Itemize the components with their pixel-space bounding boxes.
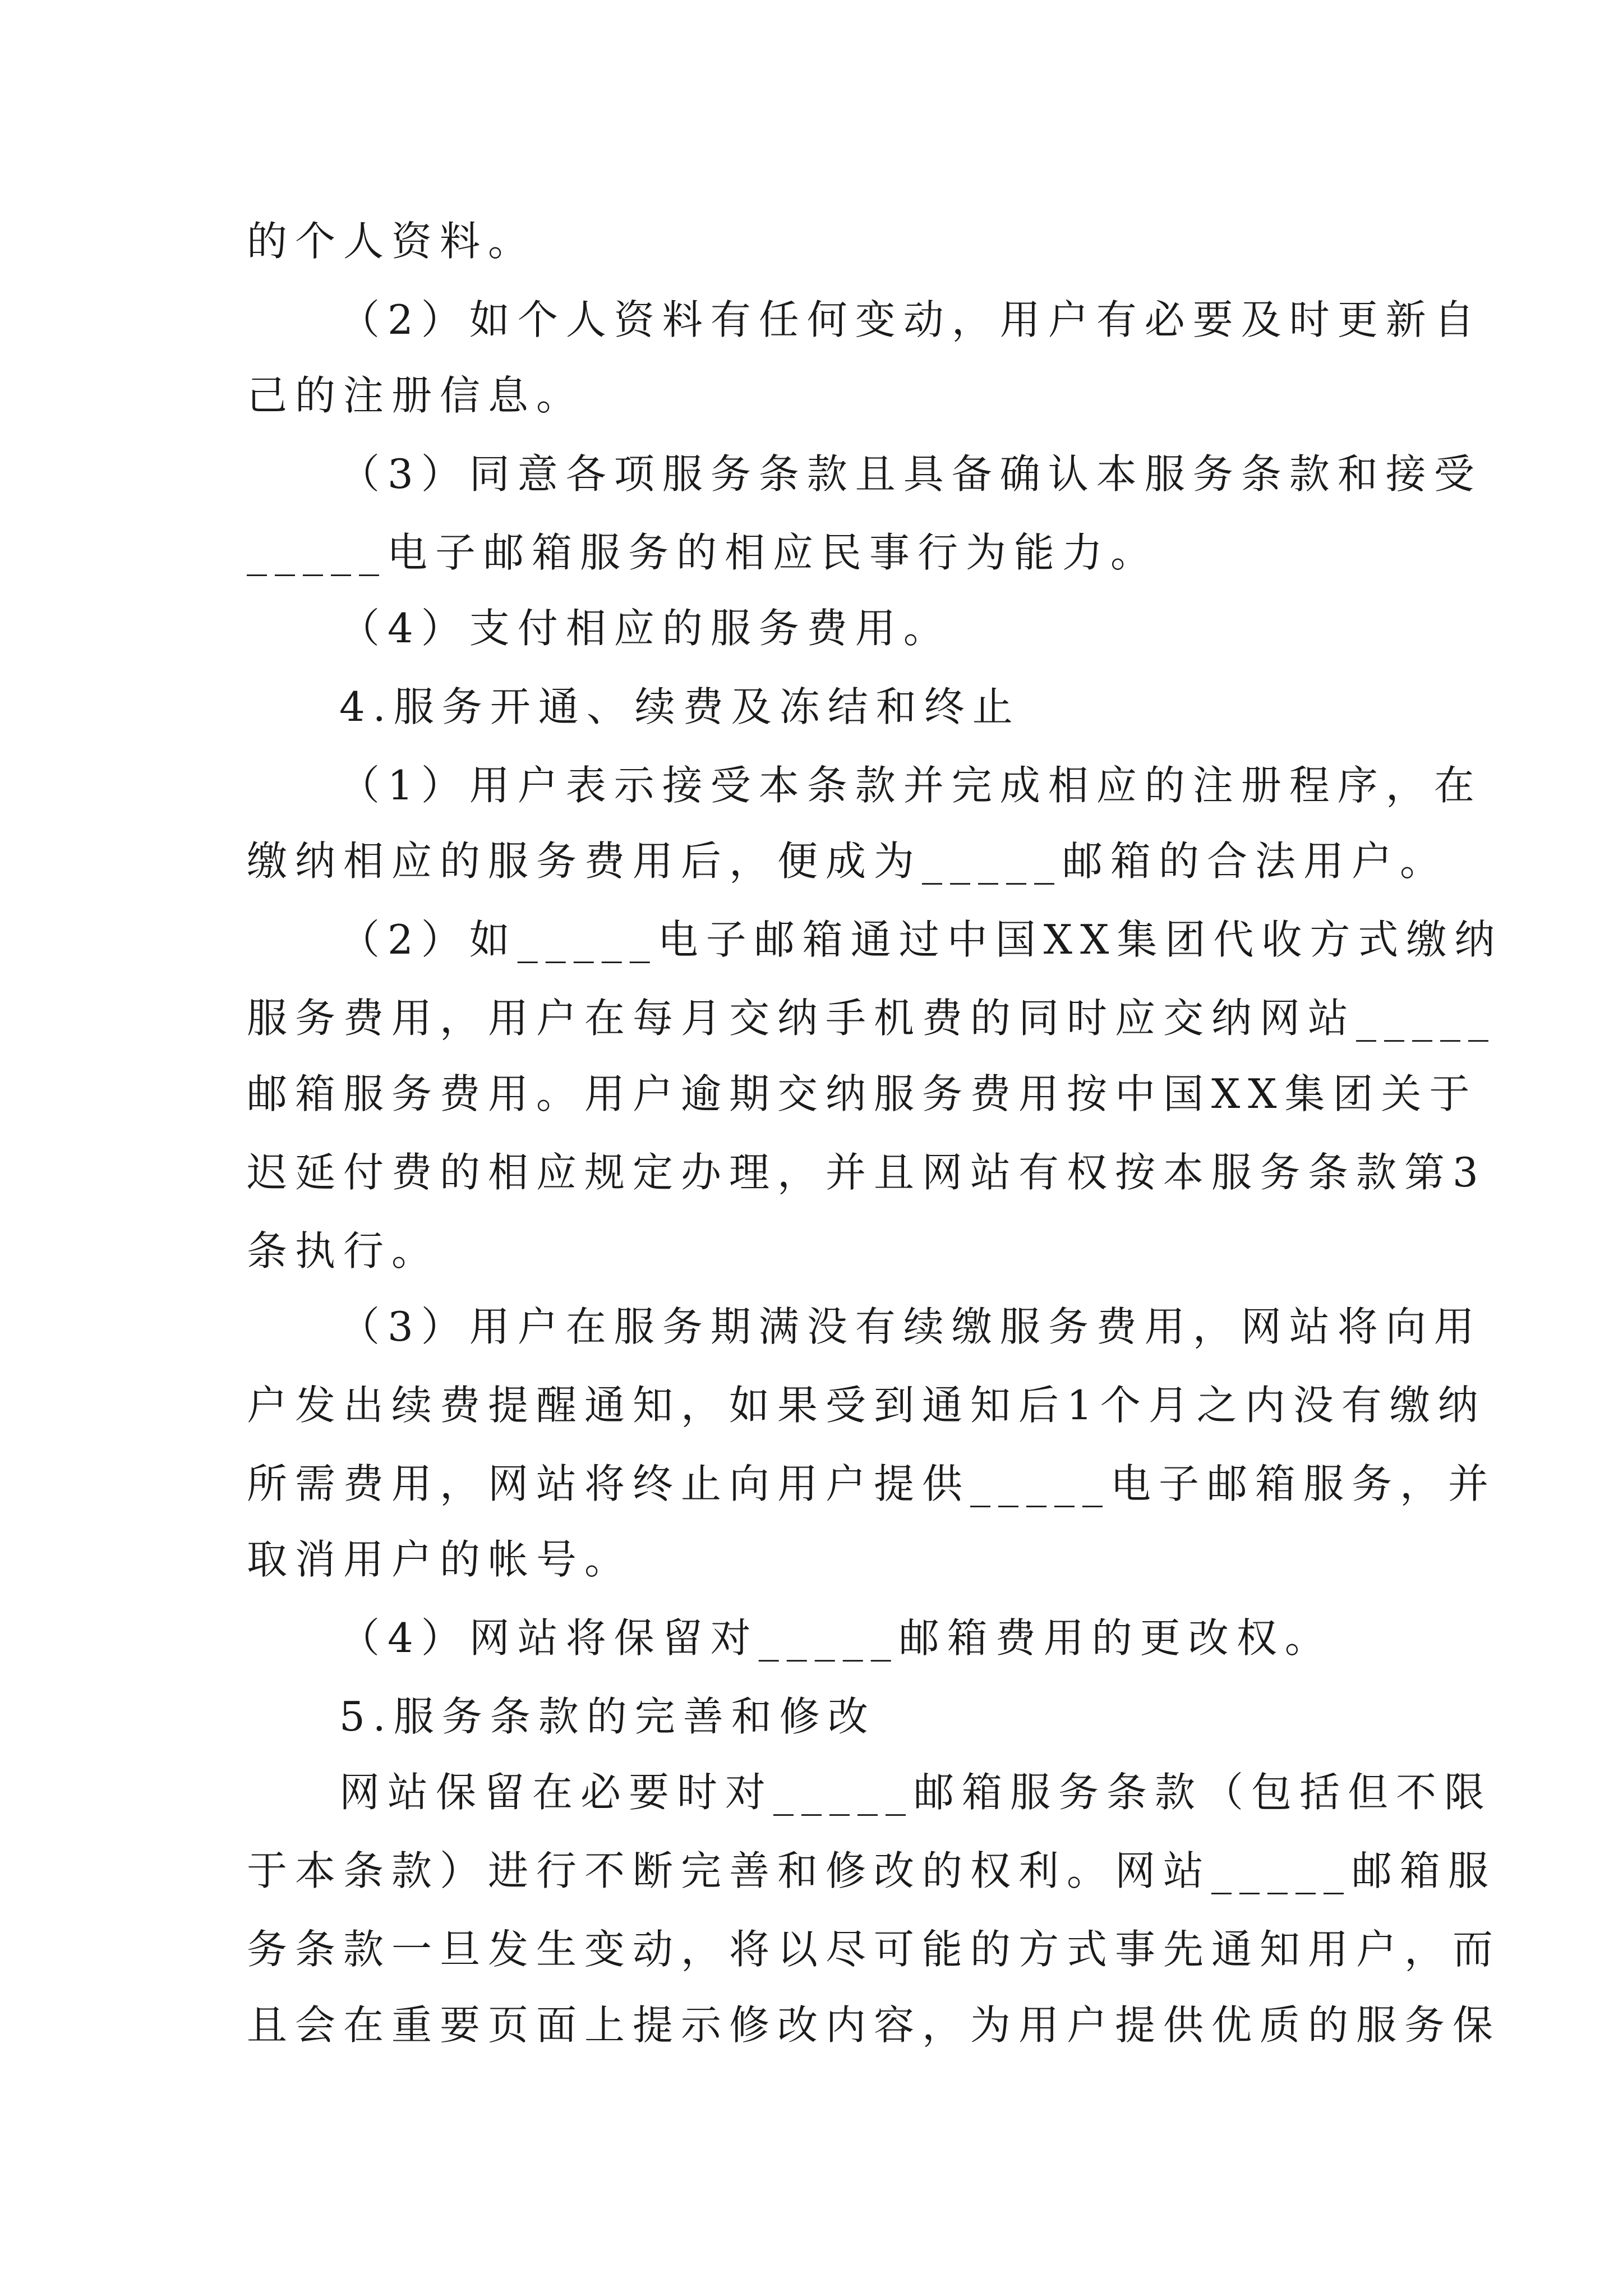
text-line: 网站保留在必要时对_____邮箱服务条款（包括但不限 bbox=[339, 1769, 1493, 1816]
text-line: （1）用户表示接受本条款并完成相应的注册程序，在 bbox=[339, 762, 1482, 809]
text-line: （4）网站将保留对_____邮箱费用的更改权。 bbox=[339, 1614, 1333, 1662]
text-line: （3）同意各项服务条款且具备确认本服务条款和接受 bbox=[339, 450, 1482, 498]
text-line: 且会在重要页面上提示修改内容，为用户提供优质的服务保 bbox=[247, 2001, 1501, 2049]
text-line: 的个人资料。 bbox=[247, 218, 537, 265]
text-line: （4）支付相应的服务费用。 bbox=[339, 605, 952, 652]
text-line: 缴纳相应的服务费用后，便成为_____邮箱的合法用户。 bbox=[247, 838, 1449, 885]
text-line: 服务费用，用户在每月交纳手机费的同时应交纳网站_____ bbox=[247, 995, 1497, 1042]
text-line: （2）如_____电子邮箱通过中国XX集团代收方式缴纳 bbox=[339, 916, 1503, 963]
section-heading: 5.服务条款的完善和修改 bbox=[339, 1693, 876, 1740]
text-line: 于本条款）进行不断完善和修改的权利。网站_____邮箱服 bbox=[247, 1847, 1497, 1894]
text-line: 邮箱服务费用。用户逾期交纳服务费用按中国XX集团关于 bbox=[247, 1070, 1478, 1117]
text-line: 己的注册信息。 bbox=[247, 372, 585, 419]
text-line: _____电子邮箱服务的相应民事行为能力。 bbox=[247, 529, 1159, 576]
section-heading: 4.服务开通、续费及冻结和终止 bbox=[339, 683, 1021, 730]
text-line: （2）如个人资料有任何变动，用户有必要及时更新自 bbox=[339, 296, 1482, 343]
text-line: 户发出续费提醒通知，如果受到通知后1个月之内没有缴纳 bbox=[247, 1382, 1486, 1429]
text-line: （3）用户在服务期满没有续缴服务费用，网站将向用 bbox=[339, 1303, 1482, 1350]
text-line: 务条款一旦发生变动，将以尽可能的方式事先通知用户，而 bbox=[247, 1926, 1501, 1973]
text-line: 所需费用，网站将终止向用户提供_____电子邮箱服务，并 bbox=[247, 1460, 1497, 1507]
text-line: 迟延付费的相应规定办理，并且网站有权按本服务条款第3 bbox=[247, 1149, 1486, 1196]
text-line: 取消用户的帐号。 bbox=[247, 1536, 633, 1583]
text-line: 条执行。 bbox=[247, 1227, 440, 1274]
